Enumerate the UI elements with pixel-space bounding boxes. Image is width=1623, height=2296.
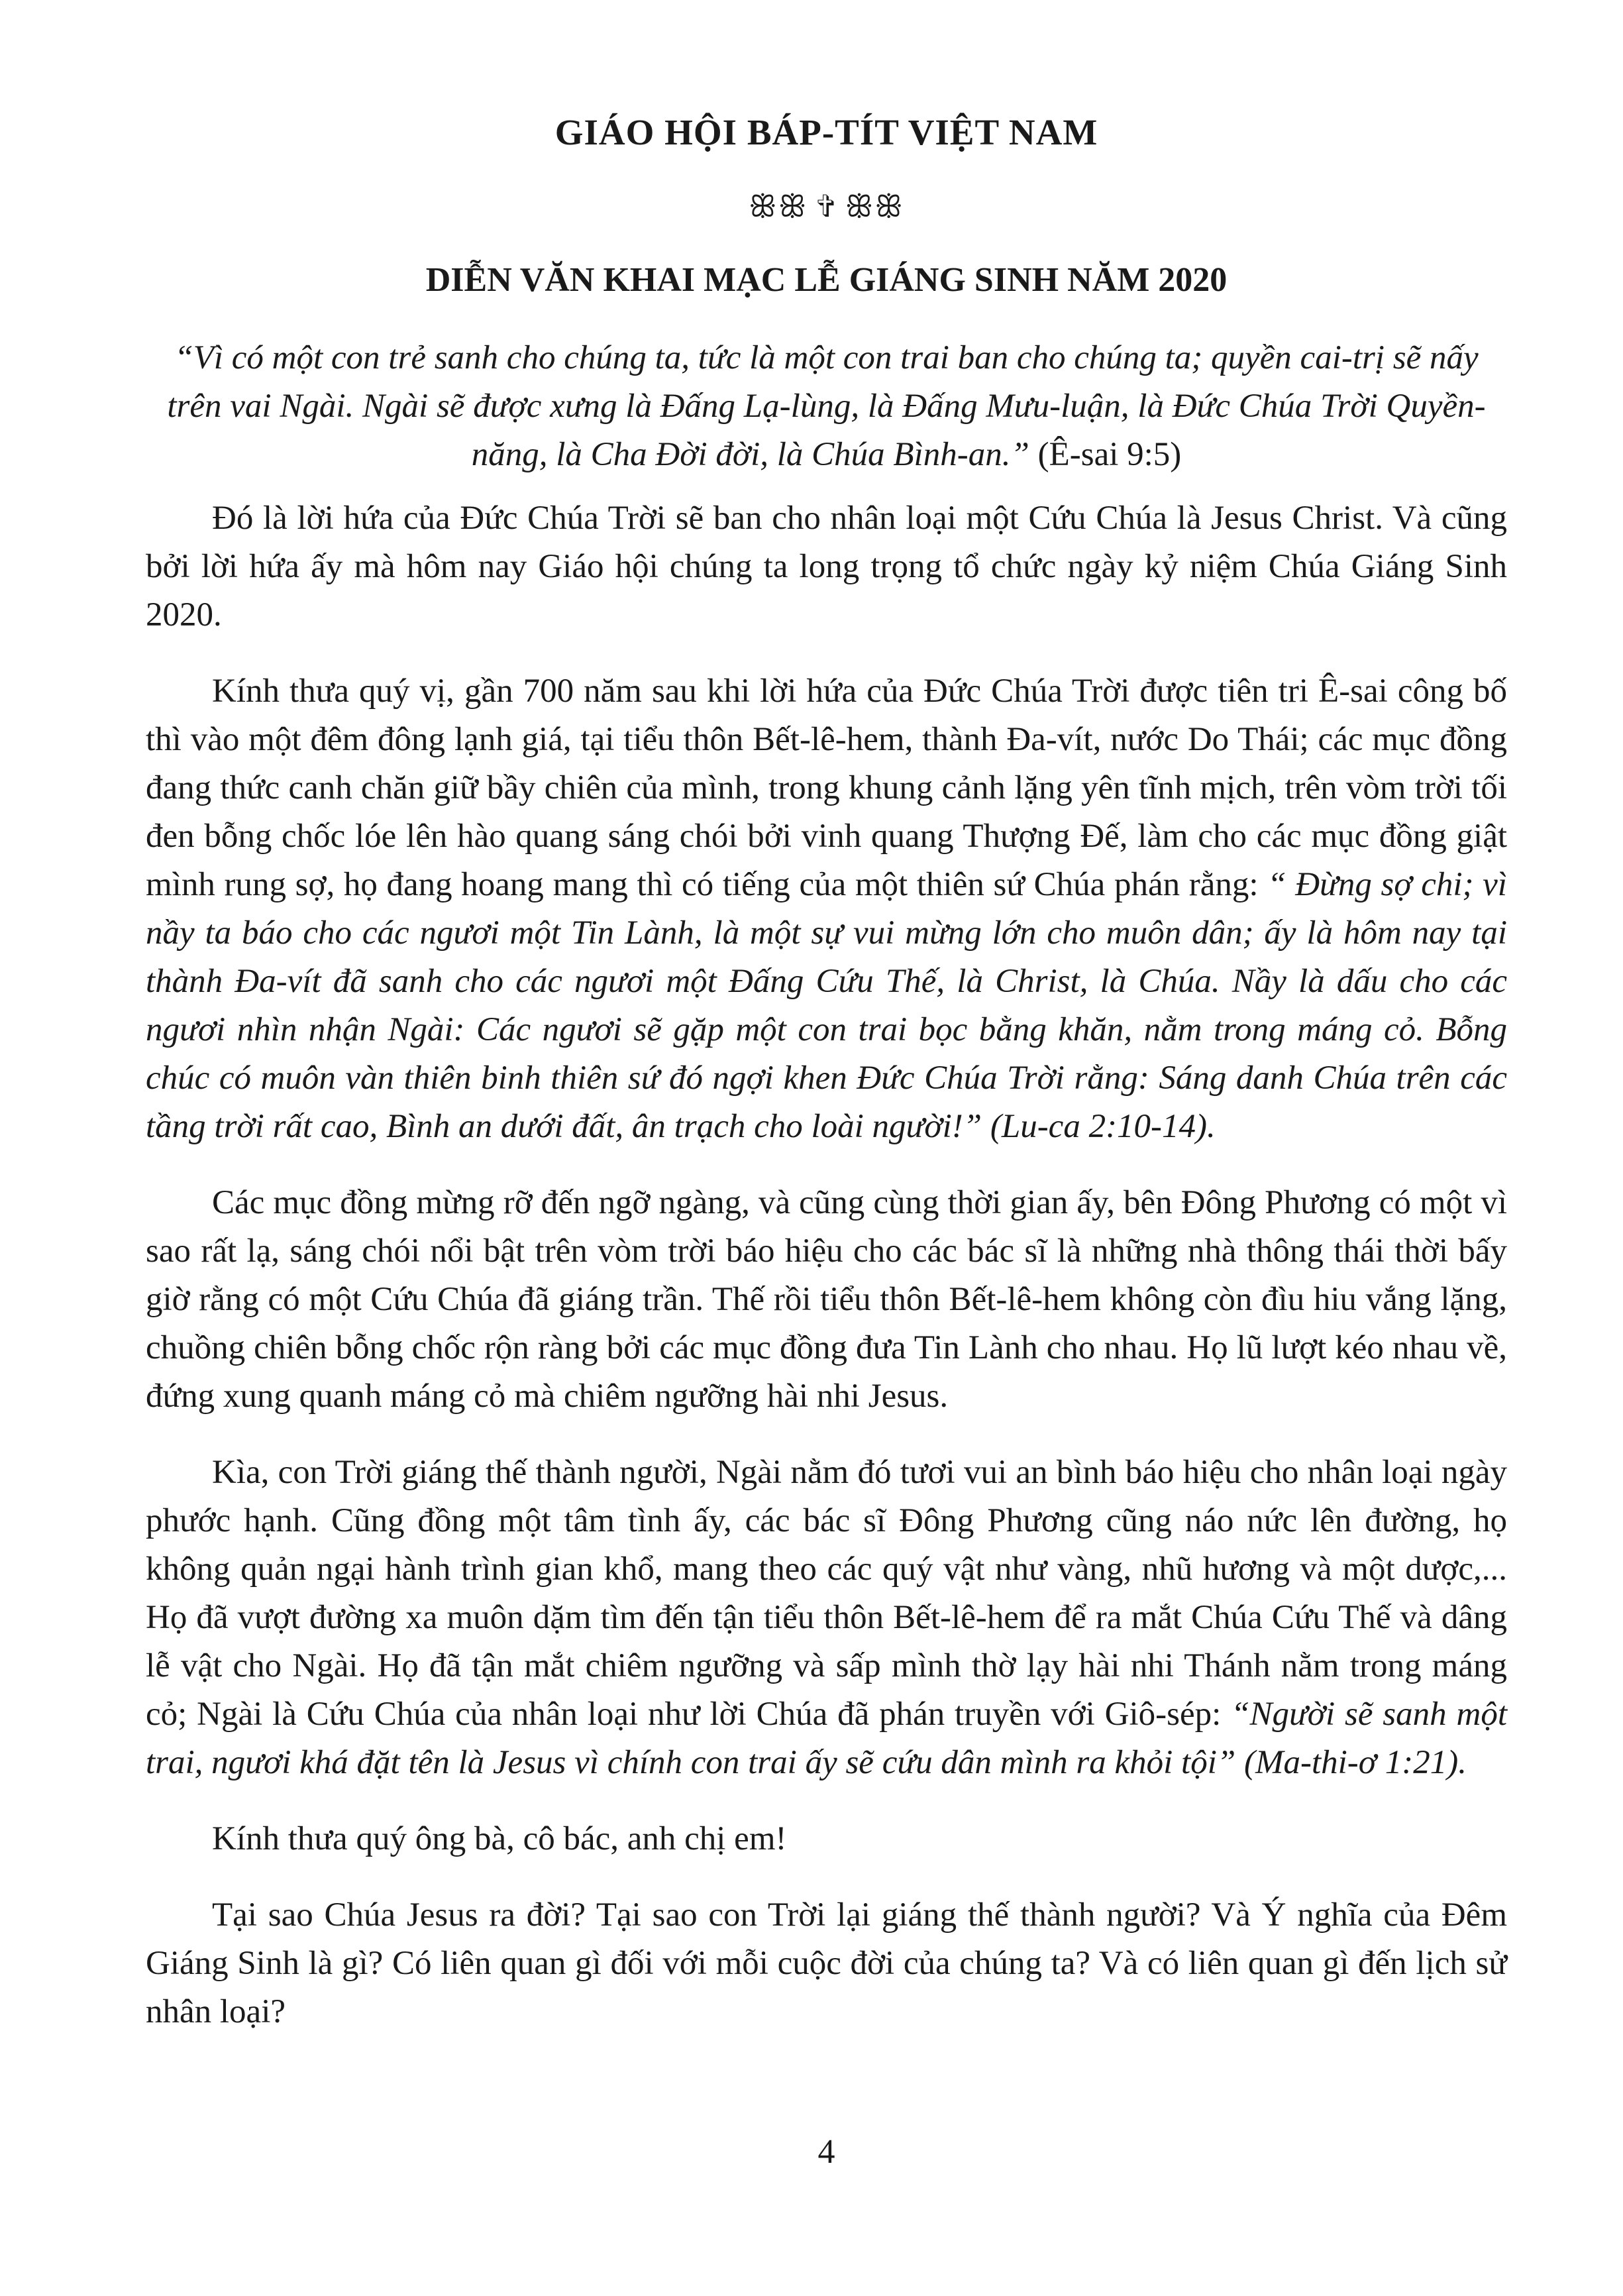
paragraph-4-text: Kìa, con Trời giáng thế thành người, Ngài nằm đó tươi vui an bình báo hiệu cho nhân loại ngày phước hạnh. Cũng đồng một tâm tình ấy, các bác sĩ Đông Phương cũng náo nức lên đường, họ không quản ngại hành trình gian khổ, mang theo các quý vật như vàng, nhũ hương và một dược,... Họ đã vượt đường xa muôn dặm tìm đến tận tiểu thôn Bết-lê-hem để ra mắt Chúa Cứu Thế và dâng lễ vật cho Ngài. Họ đã tận mắt chiêm ngưỡng và sấp mình thờ lạy hài nhi Thánh nằm trong máng cỏ; Ngài là Cứu Chúa của nhân loại như lời Chúa đã phán truyền với Giô-sép: — [146, 1454, 1507, 1733]
paragraph-1: Đó là lời hứa của Đức Chúa Trời sẽ ban cho nhân loại một Cứu Chúa là Jesus Christ. Và cũng bởi lời hứa ấy mà hôm nay Giáo hội chúng ta long trọng tổ chức ngày kỷ niệm Chúa Giáng Sinh 2020. — [146, 500, 1507, 633]
paragraph-2-quote: “ Đừng sợ chi; vì nầy ta báo cho các ngươi một Tin Lành, là một sự vui mừng lớn cho muôn dân; ấy là hôm nay tại thành Đa-vít đã sanh cho các ngươi một Đấng Cứu Thế, là Christ, là Chúa. Nầy là dấu cho các ngươi nhìn nhận Ngài: Các ngươi sẽ gặp một con trai bọc bằng khăn, nằm trong máng cỏ. Bỗng chúc có muôn vàn thiên binh thiên sứ đó ngợi khen Đức Chúa Trời rằng: Sáng danh Chúa trên các tầng trời rất cao, Bình an dưới đất, ân trạch cho loài người!” (Lu-ca 2:10-14). — [146, 866, 1507, 1145]
epigraph-reference: (Ê-sai 9:5) — [1029, 436, 1182, 473]
paragraph-6: Tại sao Chúa Jesus ra đời? Tại sao con Trời lại giáng thế thành người? Và Ý nghĩa của Đêm Giáng Sinh là gì? Có liên quan gì đối với mỗi cuộc đời của chúng ta? Và có liên quan gì đến lịch sử nhân loại? — [146, 1896, 1507, 2030]
paragraph-4-quote: “Người sẽ sanh một trai, ngươi khá đặt tên là Jesus vì chính con trai ấy sẽ cứu dân mình ra khỏi tội” (Ma-thi-ơ 1:21). — [146, 1696, 1507, 1781]
document-page — [146, 0, 1507, 2296]
paragraph-2 — [146, 667, 1507, 1151]
epigraph — [146, 334, 1507, 479]
paragraph-5: Kính thưa quý ông bà, cô bác, anh chị em! — [212, 1820, 787, 1857]
body-text — [146, 494, 1507, 2064]
organization-title: GIÁO HỘI BÁP-TÍT VIỆT NAM — [554, 112, 1098, 152]
paragraph-4 — [146, 1449, 1507, 1787]
document-title: DIỄN VĂN KHAI MẠC LỄ GIÁNG SINH NĂM 2020 — [425, 261, 1228, 299]
page-number: 4 — [817, 2133, 835, 2171]
paragraph-2-text: Kính thưa quý vị, gần 700 năm sau khi lời hứa của Đức Chúa Trời được tiên tri Ê-sai công bố thì vào một đêm đông lạnh giá, tại tiểu thôn Bết-lê-hem, thành Đa-vít, nước Do Thái; các mục đồng đang thức canh chăn giữ bầy chiên của mình, trong khung cảnh lặng yên tĩnh mịch, trên vòm trời tối đen bỗng chốc lóe lên hào quang sáng chói bởi vinh quang Thượng Đế, làm cho các mục đồng giật mình rung sợ, họ đang hoang mang thì có tiếng của một thiên sứ Chúa phán rằng: — [146, 673, 1507, 903]
ornament-cross-divider: ꕥꕥ ✞ ꕥꕥ — [749, 190, 904, 223]
paragraph-3: Các mục đồng mừng rỡ đến ngỡ ngàng, và cũng cùng thời gian ấy, bên Đông Phương có một vì sao rất lạ, sáng chói nổi bật trên vòm trời báo hiệu cho các bác sĩ là những nhà thông thái thời bấy giờ rằng có một Cứu Chúa đã giáng trần. Thế rồi tiểu thôn Bết-lê-hem không còn đìu hiu vắng lặng, chuồng chiên bỗng chốc rộn ràng bởi các mục đồng đưa Tin Lành cho nhau. Họ lũ lượt kéo nhau về, đứng xung quanh máng cỏ mà chiêm ngưỡng hài nhi Jesus. — [146, 1184, 1507, 1415]
epigraph-quote: “Vì có một con trẻ sanh cho chúng ta, tức là một con trai ban cho chúng ta; quyền cai-trị sẽ nấy trên vai Ngài. Ngài sẽ được xưng là Đấng Lạ-lùng, là Đấng Mưu-luận, là Đức Chúa Trời Quyền-năng, là Cha Đời đời, là Chúa Bình-an.” — [167, 339, 1486, 473]
